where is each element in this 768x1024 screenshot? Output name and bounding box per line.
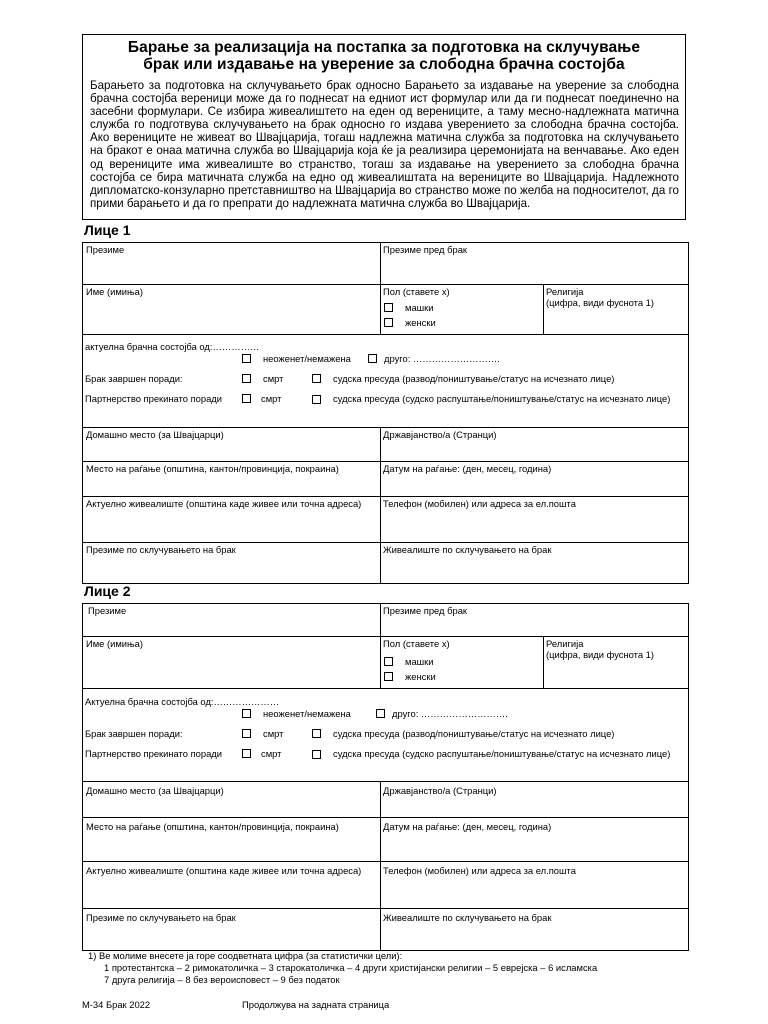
person2-marital-status-label: Актуелна брачна состојба од:………………… xyxy=(85,696,280,707)
person1-female-label: женски xyxy=(405,317,436,328)
form-title xyxy=(87,39,681,73)
person2-religion-field[interactable] xyxy=(543,637,688,688)
footnote-line-3: 7 друга религија – 8 без вероисповест – 9 без податок xyxy=(104,974,340,985)
person2-birthdate-label: Датум на раѓање: (ден, месец, година) xyxy=(383,821,552,832)
person2-male-label: машки xyxy=(405,656,434,667)
person1-residence-field[interactable] xyxy=(83,497,380,542)
person2-row-marital xyxy=(83,689,688,782)
person1-row-residence xyxy=(83,497,688,543)
person2-surname-label: Презиме xyxy=(88,605,127,616)
person2-heading: Лице 2 xyxy=(84,583,131,599)
person2-row-birth xyxy=(83,818,688,862)
person1-row-after xyxy=(83,543,688,583)
person2-citizenship-label: Државјанство/а (Странци) xyxy=(383,785,497,796)
person2-single-checkbox[interactable] xyxy=(242,709,251,718)
person1-court-partnership-checkbox[interactable] xyxy=(312,395,321,404)
person1-birthplace-label: Место на раѓање (општина, кантон/провинција, покраина) xyxy=(86,463,339,474)
person2-other-label: друго: ………………………. xyxy=(392,708,508,719)
person1-death2-label: смрт xyxy=(261,393,282,404)
person2-row-after xyxy=(83,909,688,950)
person2-home-place-label: Домашно место (за Швајцарци) xyxy=(86,785,224,796)
person1-death-label: смрт xyxy=(263,373,284,384)
person1-phone-label: Телефон (мобилен) или адреса за ел.пошта xyxy=(383,498,576,509)
person2-female-checkbox[interactable] xyxy=(384,672,393,681)
person2-row-surname xyxy=(83,604,688,637)
person2-partnership-ended-label: Партнерство прекинато поради xyxy=(85,748,222,759)
person2-first-names-field[interactable] xyxy=(83,637,380,688)
person1-birthplace-field[interactable] xyxy=(83,462,380,496)
person1-religion-note: (цифра, види фуснота 1) xyxy=(546,297,655,308)
person2-row-residence xyxy=(83,862,688,909)
person1-court-marriage-checkbox[interactable] xyxy=(312,374,321,383)
person2-court-marriage-label: судска пресуда (развод/поништување/статус на исчезнато лице) xyxy=(333,728,615,739)
person2-court-partnership-checkbox[interactable] xyxy=(312,750,321,759)
person2-male-checkbox[interactable] xyxy=(384,657,393,666)
person1-row-surname xyxy=(83,243,688,285)
person1-other-label: друго: ………………………. xyxy=(384,353,500,364)
title-line-2: брак или издавање на уверение за слободна брачна состојба xyxy=(143,56,625,73)
person1-maiden-surname-field[interactable] xyxy=(380,243,688,284)
person1-row-home xyxy=(83,428,688,462)
person1-male-label: машки xyxy=(405,302,434,313)
person2-citizenship-field[interactable] xyxy=(380,782,688,817)
person1-female-checkbox[interactable] xyxy=(384,318,393,327)
form-code: М-34 Брак 2022 xyxy=(82,999,151,1010)
person1-marriage-ended-label: Брак завршен поради: xyxy=(85,373,183,384)
person1-heading: Лице 1 xyxy=(84,222,131,238)
person2-residence-after-field[interactable] xyxy=(380,909,688,950)
person2-death2-label: смрт xyxy=(261,748,282,759)
person2-birthplace-label: Место на раѓање (општина, кантон/провинција, покраина) xyxy=(86,821,339,832)
person1-row-birth xyxy=(83,462,688,497)
header-box xyxy=(82,34,686,220)
person1-maiden-surname-label: Презиме пред брак xyxy=(383,244,468,255)
person2-birthplace-field[interactable] xyxy=(83,818,380,861)
person1-death-checkbox[interactable] xyxy=(242,374,251,383)
person1-other-checkbox[interactable] xyxy=(368,354,377,363)
person2-row-home xyxy=(83,782,688,818)
person2-court-partnership-label: судска пресуда (судско распуштање/поништување/статус на исчезнато лице) xyxy=(333,748,671,759)
person1-birthdate-field[interactable] xyxy=(380,462,688,496)
person1-residence-label: Актуелно живеалиште (општина каде живее или точна адреса) xyxy=(86,498,362,509)
person2-marriage-ended-label: Брак завршен поради: xyxy=(85,728,183,739)
person2-single-label: неоженет/немажена xyxy=(263,708,351,719)
person1-residence-after-field[interactable] xyxy=(380,543,688,583)
person1-first-names-label: Име (имиња) xyxy=(86,286,143,297)
person1-first-names-field[interactable] xyxy=(83,285,380,334)
person1-surname-after-label: Презиме по склучувањето на брак xyxy=(86,544,236,555)
continues-note: Продолжува на задната страница xyxy=(242,999,390,1010)
person1-partnership-ended-label: Партнерство прекинато поради xyxy=(85,393,222,404)
person1-citizenship-field[interactable] xyxy=(380,428,688,461)
title-line-1: Барање за реализација на постапка за подготовка на склучување xyxy=(127,39,641,56)
person1-home-place-label: Домашно место (за Швајцарци) xyxy=(86,429,224,440)
person2-death2-checkbox[interactable] xyxy=(242,749,251,758)
person2-death-checkbox[interactable] xyxy=(242,729,251,738)
person1-male-checkbox[interactable] xyxy=(384,303,393,312)
person1-surname-after-field[interactable] xyxy=(83,543,380,583)
person1-table xyxy=(82,242,689,584)
person2-death-label: смрт xyxy=(263,728,284,739)
footnote-line-1: 1) Ве молиме внесете ја горе соодветната цифра (за статистички цели): xyxy=(88,950,403,961)
person1-residence-after-label: Живеалиште по склучувањето на брак xyxy=(383,544,552,555)
person1-single-checkbox[interactable] xyxy=(242,354,251,363)
person1-religion-field[interactable] xyxy=(543,285,688,334)
person2-table xyxy=(82,603,689,951)
person2-religion-note: (цифра, види фуснота 1) xyxy=(546,649,655,660)
person1-court-marriage-label: судска пресуда (развод/поништување/статус на исчезнато лице) xyxy=(333,373,615,384)
person2-birthdate-field[interactable] xyxy=(380,818,688,861)
person1-marital-status-label: актуелна брачна состојба од:…………… xyxy=(85,341,260,352)
footnote-line-2: 1 протестантска – 2 римокатоличка – 3 старокатоличка – 4 други христијански религии – 5 еврејска – 6 исламска xyxy=(104,962,598,973)
person1-row-marital xyxy=(83,335,688,428)
person2-sex-label: Пол (ставете х) xyxy=(383,638,450,649)
person2-surname-after-label: Презиме по склучувањето на брак xyxy=(86,912,236,923)
person2-sex-field xyxy=(380,637,543,688)
person2-residence-label: Актуелно живеалиште (општина каде живее или точна адреса) xyxy=(86,865,362,876)
person2-phone-field[interactable] xyxy=(380,862,688,908)
person1-single-label: неоженет/немажена xyxy=(263,353,351,364)
intro-text: Барањето за подготовка на склучувањето брак односно Барањето за издавање на уверение за слободна брачна состојба вереници може да го поднесат на едниот ист формулар или да ги поднесат поединечно на засебни формулари. Се избира живеалиштето на еден од верениците, а таму месно-надлежната матична служба го подготвува склучувањето на брак односно го издава уверението за слободна брачна состојба. Ако верениците не живеат во Швајцарија, тогаш надлежна матична служба за подготовка на склучувањето на бракот е онаа матична служба во Швајцарија која ќе ја реализира церемонијата на венчавање. Ако еден од верениците има живеалиште во странство, тогаш за издавање на уверението за слободна брачна состојба се бира матичната служба на едно од живеалиштата на верениците во Швајцарија. Надлежното дипломатско-конзуларно претставништво на Швајцарија во странство може по желба на подносителот, да го прими барањето и да го препрати до надлежната матична служба во Швајцарија. xyxy=(90,79,679,210)
person1-birthdate-label: Датум на раѓање: (ден, месец, година) xyxy=(383,463,552,474)
person2-court-marriage-checkbox[interactable] xyxy=(312,729,321,738)
person1-home-place-field[interactable] xyxy=(83,428,380,461)
person1-citizenship-label: Државјанство/а (Странци) xyxy=(383,429,497,440)
person2-other-checkbox[interactable] xyxy=(376,709,385,718)
person2-row-name xyxy=(83,637,688,689)
person2-first-names-label: Име (имиња) xyxy=(86,638,143,649)
person1-row-name xyxy=(83,285,688,335)
person1-phone-field[interactable] xyxy=(380,497,688,542)
person1-surname-label: Презиме xyxy=(86,244,125,255)
person2-maiden-surname-field[interactable] xyxy=(380,604,688,636)
person2-surname-after-field[interactable] xyxy=(83,909,380,950)
person1-court-partnership-label: судска пресуда (судско распуштање/поништување/статус на исчезнато лице) xyxy=(333,393,671,404)
person1-death2-checkbox[interactable] xyxy=(242,394,251,403)
person1-religion-label: Религија xyxy=(546,286,584,297)
person2-maiden-surname-label: Презиме пред брак xyxy=(383,605,468,616)
person1-sex-field xyxy=(380,285,543,334)
person1-surname-field[interactable] xyxy=(83,243,380,284)
person2-residence-after-label: Живеалиште по склучувањето на брак xyxy=(383,912,552,923)
person2-home-place-field[interactable] xyxy=(83,782,380,817)
person2-phone-label: Телефон (мобилен) или адреса за ел.пошта xyxy=(383,865,576,876)
person2-religion-label: Религија xyxy=(546,638,584,649)
person2-female-label: женски xyxy=(405,671,436,682)
person1-sex-label: Пол (ставете х) xyxy=(383,286,450,297)
person2-residence-field[interactable] xyxy=(83,862,380,908)
person2-surname-field[interactable] xyxy=(83,604,380,636)
